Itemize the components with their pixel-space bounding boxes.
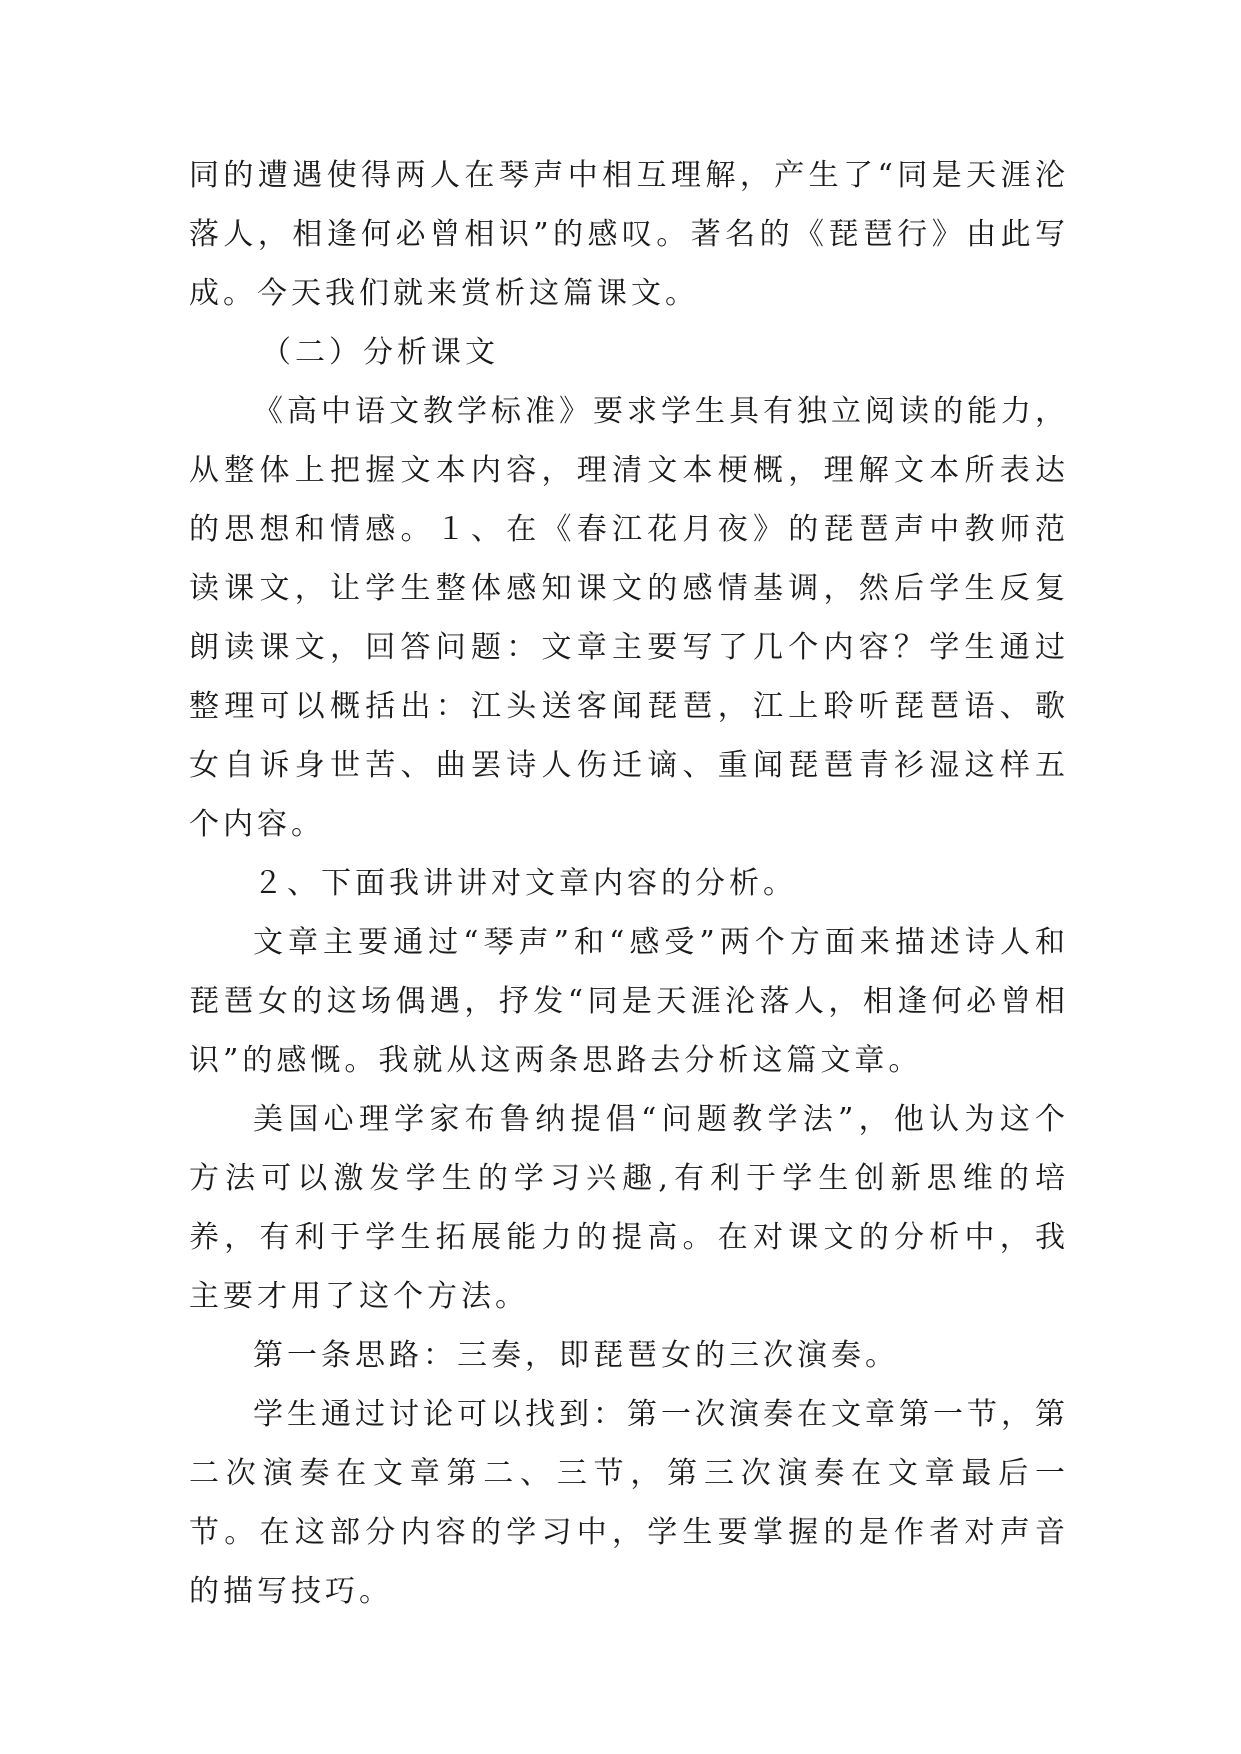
paragraph-three-performances: 学生通过讨论可以找到：第一次演奏在文章第一节，第二次演奏在文章第二、三节，第三次演奏在文章最后一节。在这部分内容的学习中，学生要掌握的是作者对声音的描写技巧。 <box>189 1397 1069 1609</box>
paragraph-first-thread: 第一条思路：三奏，即琵琶女的三次演奏。 <box>253 1338 899 1373</box>
paragraph-continuation: 同的遭遇使得两人在琴声中相互理解，产生了“同是天涯沦落人，相逢何必曾相识”的感叹。著名的《琵琶行》由此写成。今天我们就来赏析这篇课文。 <box>189 158 1069 311</box>
paragraph-reading-standard: 《高中语文教学标准》要求学生具有独立阅读的能力，从整体上把握文本内容，理清文本梗概，理解文本所表达的思想和情感。１、在《春江花月夜》的琵琶声中教师范读课文，让学生整体感知课文的感情基调，然后学生反复朗读课文，回答问题：文章主要写了几个内容？学生通过整理可以概括出：江头送客闻琵琶，江上聆听琵琶语、歌女自诉身世苦、曲罢诗人伤迁谪、重闻琵琶青衫湿这样五个内容。 <box>189 394 1069 842</box>
paragraph-two-threads: 文章主要通过“琴声”和“感受”两个方面来描述诗人和琵琶女的这场偶遇，抒发“同是天涯沦落人，相逢何必曾相识”的感慨。我就从这两条思路去分析这篇文章。 <box>189 925 1069 1078</box>
paragraph-bruner-method: 美国心理学家布鲁纳提倡“问题教学法”，他认为这个方法可以激发学生的学习兴趣,有利于学生创新思维的培养，有利于学生拓展能力的提高。在对课文的分析中，我主要才用了这个方法。 <box>189 1102 1069 1314</box>
paragraph-analysis-intro: ２、下面我讲讲对文章内容的分析。 <box>253 866 797 901</box>
section-heading-analysis: （二）分析课文 <box>261 335 499 370</box>
document-body <box>189 146 1069 1621</box>
